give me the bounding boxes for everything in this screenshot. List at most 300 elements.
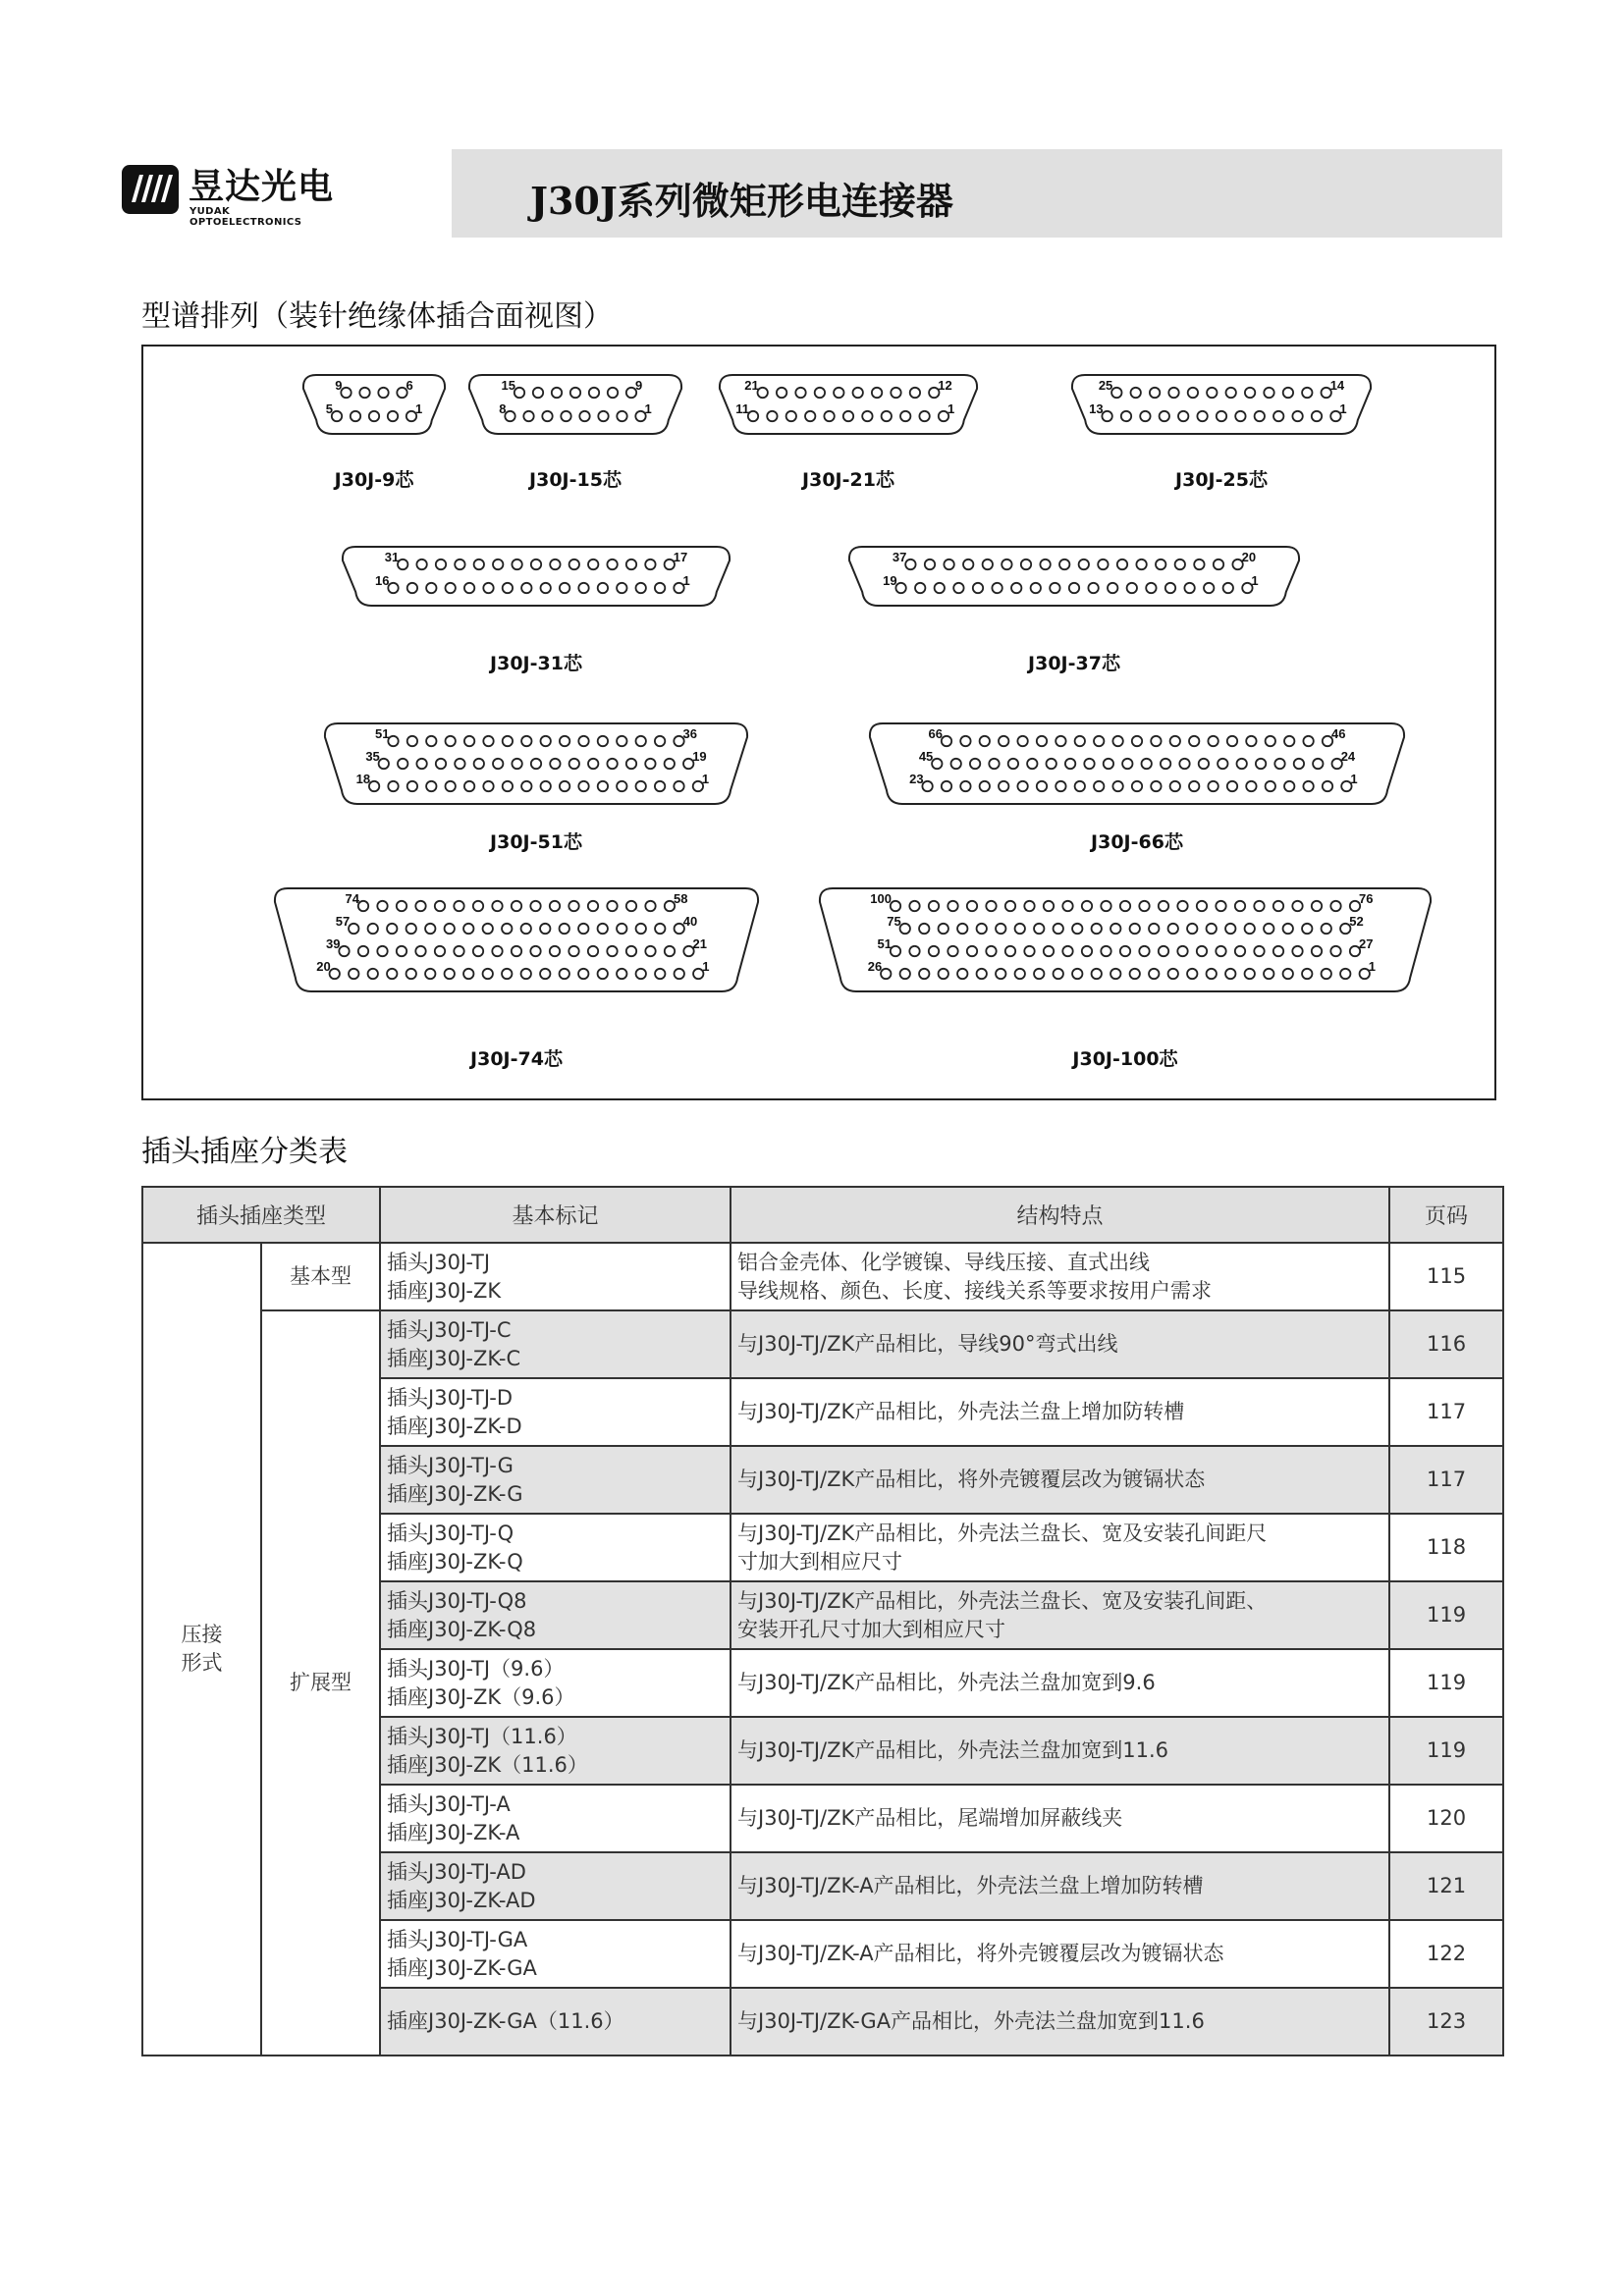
contact-pin <box>1294 759 1304 769</box>
contact-pin <box>598 583 608 593</box>
contact-pin <box>398 560 407 569</box>
contact-pin <box>502 969 512 979</box>
pin-number-right: 52 <box>1349 914 1364 929</box>
contact-pin <box>922 781 932 791</box>
contact-pin <box>617 736 626 746</box>
contact-pin <box>939 969 948 979</box>
contact-pin <box>1160 411 1169 421</box>
contact-pin <box>1225 924 1235 934</box>
pin-number-left: 9 <box>335 378 343 393</box>
form-type-cell <box>142 1243 261 2056</box>
contact-pin <box>550 946 560 956</box>
contact-pin <box>992 583 1001 593</box>
contact-pin <box>598 736 608 746</box>
mark-cell-line: 插座J30J-ZK-D <box>387 1414 522 1438</box>
pin-number-left: 26 <box>867 959 883 974</box>
contact-pin <box>1102 411 1111 421</box>
connector-shell-outline <box>849 547 1299 606</box>
contact-pin <box>1110 924 1120 934</box>
contact-pin <box>1130 969 1140 979</box>
mark-cell-line: 插头J30J-TJ-Q8 <box>387 1588 527 1613</box>
contact-pin <box>339 946 349 956</box>
contact-pin <box>1072 969 1082 979</box>
contact-pin <box>655 781 665 791</box>
contact-pin <box>1273 411 1283 421</box>
connector-label: J30J-31芯 <box>490 653 582 674</box>
contact-pin <box>617 583 626 593</box>
brand-name-cn: 昱达光电 <box>189 167 335 207</box>
feature-cell-line: 铝合金壳体、化学镀镍、导线压接、直式出线 <box>737 1250 1151 1274</box>
mark-cell-line: 插头J30J-TJ（11.6） <box>387 1724 577 1748</box>
contact-pin <box>521 924 531 934</box>
contact-pin <box>568 946 578 956</box>
contact-pin <box>636 969 646 979</box>
table-header-row <box>142 1187 1503 1243</box>
contact-pin <box>483 781 493 791</box>
feature-cell-line: 与J30J-TJ/ZK产品相比，外壳法兰盘长、宽及安装孔间距、 <box>737 1588 1268 1613</box>
feature-cell-line: 与J30J-TJ/ZK-GA产品相比，外壳法兰盘加宽到11.6 <box>737 2009 1205 2033</box>
contact-pin <box>1168 969 1178 979</box>
contact-pin <box>1072 924 1082 934</box>
contact-pin <box>675 969 684 979</box>
contact-pin <box>474 759 484 769</box>
contact-pin <box>767 411 777 421</box>
contact-pin <box>368 969 378 979</box>
pin-number-left: 100 <box>870 891 892 906</box>
mark-cell <box>380 1852 731 1920</box>
contact-pin <box>425 924 435 934</box>
contact-pin <box>1214 560 1223 569</box>
contact-pin <box>1245 969 1255 979</box>
pin-number-left: 11 <box>735 401 749 416</box>
contact-pin <box>560 781 569 791</box>
contact-pin <box>1146 583 1156 593</box>
contact-pin <box>588 560 598 569</box>
pin-number-left: 15 <box>501 378 515 393</box>
contact-pin <box>929 901 939 911</box>
contact-pin <box>598 924 608 934</box>
contact-pin <box>1292 946 1302 956</box>
contact-pin <box>388 736 398 746</box>
contact-pin <box>473 946 483 956</box>
feature-cell-line: 与J30J-TJ/ZK-A产品相比，将外壳镀覆层改为镀镉状态 <box>737 1942 1224 1965</box>
contact-pin <box>1156 560 1165 569</box>
contact-pin <box>1092 969 1102 979</box>
contact-pin <box>989 759 999 769</box>
contact-pin <box>1216 901 1225 911</box>
contact-pin <box>1225 969 1235 979</box>
page-number-cell: 119 <box>1389 1717 1503 1785</box>
contact-pin <box>636 924 646 934</box>
contact-pin <box>588 946 598 956</box>
page-number-cell: 116 <box>1389 1310 1503 1378</box>
pin-number-left: 66 <box>928 726 943 741</box>
contact-pin <box>645 901 655 911</box>
contact-pin <box>996 924 1005 934</box>
contact-pin <box>550 560 560 569</box>
contact-pin <box>608 388 618 398</box>
contact-pin <box>483 924 493 934</box>
feature-cell <box>731 1988 1389 2056</box>
contact-pin <box>1208 781 1218 791</box>
contact-pin <box>925 560 935 569</box>
contact-pin <box>541 781 551 791</box>
contact-pin <box>349 969 358 979</box>
contact-pin <box>1011 583 1021 593</box>
mark-cell-line: 插头J30J-TJ-Q <box>387 1521 514 1545</box>
contact-pin <box>900 969 910 979</box>
contact-pin <box>1050 583 1059 593</box>
contact-pin <box>377 946 387 956</box>
table-row <box>142 1310 1503 1378</box>
contact-pin <box>977 924 987 934</box>
contact-pin <box>636 736 646 746</box>
connector-label: J30J-100芯 <box>1072 1048 1178 1070</box>
contact-pin <box>445 924 455 934</box>
contact-pin <box>435 901 445 911</box>
contact-pin <box>578 736 588 746</box>
contact-pin <box>503 583 513 593</box>
contact-pin <box>446 583 456 593</box>
feature-cell-line: 与J30J-TJ/ZK产品相比，外壳法兰盘加宽到9.6 <box>737 1671 1156 1694</box>
contact-pin <box>415 901 425 911</box>
contact-pin <box>416 560 426 569</box>
contact-pin <box>645 946 655 956</box>
contact-pin <box>388 411 398 421</box>
contact-pin <box>777 388 786 398</box>
header-type: 插头插座类型 <box>142 1187 380 1243</box>
contact-pin <box>1292 901 1302 911</box>
contact-pin <box>1037 781 1047 791</box>
contact-pin <box>939 924 948 934</box>
contact-pin <box>435 946 445 956</box>
pin-number-right: 17 <box>673 550 688 564</box>
feature-cell <box>731 1717 1389 1785</box>
connector-label: J30J-37芯 <box>1028 653 1120 674</box>
header-feature: 结构特点 <box>731 1187 1389 1243</box>
pin-number-right: 1 <box>1368 959 1376 974</box>
contact-pin <box>1254 946 1264 956</box>
contact-pin <box>960 781 970 791</box>
contact-pin <box>665 946 675 956</box>
contact-pin <box>1132 781 1142 791</box>
contact-pin <box>368 924 378 934</box>
contact-pin <box>1273 946 1283 956</box>
contact-pin <box>483 736 493 746</box>
feature-cell <box>731 1514 1389 1581</box>
contact-pin <box>512 901 521 911</box>
feature-cell-line: 寸加大到相应尺寸 <box>737 1549 903 1574</box>
contact-pin <box>1194 560 1204 569</box>
pin-number-left: 8 <box>499 401 507 416</box>
contact-pin <box>1170 736 1180 746</box>
contact-pin <box>1283 969 1293 979</box>
contact-pin <box>454 946 463 956</box>
contact-pin <box>617 924 626 934</box>
contact-pin <box>1044 946 1054 956</box>
feature-cell-line: 导线规格、颜色、长度、接线关系等要求按用户需求 <box>737 1278 1213 1303</box>
contact-pin <box>617 969 626 979</box>
contact-pin <box>1088 583 1098 593</box>
contact-pin <box>1079 560 1089 569</box>
contact-pin <box>1056 736 1065 746</box>
contact-pin <box>881 969 891 979</box>
contact-pin <box>387 969 397 979</box>
contact-pin <box>446 781 456 791</box>
contact-pin <box>942 736 951 746</box>
pin-number-right: 1 <box>682 573 690 588</box>
contact-pin <box>607 901 617 911</box>
mark-cell-line: 插头J30J-TJ（9.6） <box>387 1656 565 1681</box>
contact-pin <box>560 736 569 746</box>
contact-pin <box>957 969 967 979</box>
contact-pin <box>626 560 636 569</box>
contact-pin <box>795 388 805 398</box>
table-body <box>142 1243 1503 2056</box>
contact-pin <box>454 901 463 911</box>
contact-pin <box>406 924 416 934</box>
contact-pin <box>1015 969 1025 979</box>
connector-10 <box>820 888 1431 1070</box>
connector-4 <box>1072 375 1371 491</box>
brand-logo <box>120 155 346 234</box>
contact-pin <box>1161 759 1170 769</box>
contact-pin <box>407 736 417 746</box>
contact-pin <box>358 946 368 956</box>
contact-pin <box>1245 924 1255 934</box>
contact-pin <box>944 560 953 569</box>
pin-number-left: 13 <box>1089 401 1104 416</box>
contact-pin <box>872 388 882 398</box>
feature-cell <box>731 1852 1389 1920</box>
contact-pin <box>379 759 389 769</box>
contact-pin <box>1197 946 1207 956</box>
contact-pin <box>1284 781 1294 791</box>
contact-pin <box>1255 411 1265 421</box>
pin-number-right: 76 <box>1359 891 1374 906</box>
contact-pin <box>1223 583 1233 593</box>
contact-pin <box>1246 736 1256 746</box>
contact-pin <box>533 388 543 398</box>
contact-pin <box>1159 901 1168 911</box>
mark-cell <box>380 1649 731 1717</box>
contact-pin <box>349 924 358 934</box>
pin-number-left: 37 <box>892 550 907 564</box>
contact-pin <box>980 781 990 791</box>
contact-pin <box>589 388 599 398</box>
contact-pin <box>570 388 580 398</box>
mark-cell-line: 插头J30J-TJ <box>387 1250 491 1274</box>
contact-pin <box>1054 969 1063 979</box>
mark-cell <box>380 1514 731 1581</box>
contact-pin <box>464 736 474 746</box>
contact-pin <box>1131 388 1141 398</box>
contact-pin <box>607 560 617 569</box>
contact-pin <box>369 781 379 791</box>
contact-pin <box>531 560 541 569</box>
contact-pin <box>1188 388 1198 398</box>
pin-number-right: 40 <box>682 914 698 929</box>
contact-pin <box>909 946 919 956</box>
contact-pin <box>1207 388 1217 398</box>
contact-pin <box>1266 736 1275 746</box>
contact-pin <box>862 411 872 421</box>
pin-number-right: 19 <box>692 749 707 764</box>
contact-pin <box>598 411 608 421</box>
contact-pin <box>1303 781 1313 791</box>
contact-pin <box>455 759 464 769</box>
page-number-cell: 121 <box>1389 1852 1503 1920</box>
contact-pin <box>1122 759 1132 769</box>
pin-number-right: 1 <box>947 401 955 416</box>
contact-pin <box>786 411 796 421</box>
contact-pin <box>1017 736 1027 746</box>
contact-pin <box>986 901 996 911</box>
contact-pin <box>1034 969 1044 979</box>
contact-pin <box>523 411 533 421</box>
contact-pin <box>1127 583 1137 593</box>
contact-pin <box>1094 781 1104 791</box>
contact-pin <box>910 388 920 398</box>
contact-pin <box>1235 946 1245 956</box>
contact-pin <box>503 736 513 746</box>
contact-pin <box>891 901 900 911</box>
contact-pin <box>463 969 473 979</box>
page-title: J30J系列微矩形电连接器 <box>530 179 953 223</box>
contact-pin <box>1139 946 1149 956</box>
contact-pin <box>645 560 655 569</box>
contact-pin <box>425 969 435 979</box>
contact-pin <box>358 901 368 911</box>
page-number-cell: 120 <box>1389 1785 1503 1852</box>
section-heading-series: 型谱排列（装针绝缘体插合面视图） <box>141 299 613 334</box>
feature-cell-line: 与J30J-TJ/ZK产品相比，将外壳镀覆层改为镀镉状态 <box>737 1468 1206 1491</box>
contact-pin <box>561 411 570 421</box>
contact-pin <box>388 781 398 791</box>
contact-pin <box>464 583 474 593</box>
connector-diagram-svg <box>143 347 1498 1102</box>
contact-pin <box>388 583 398 593</box>
contact-pin <box>1062 946 1072 956</box>
feature-cell <box>731 1581 1389 1649</box>
pin-number-left: 74 <box>345 891 359 906</box>
contact-pin <box>900 411 910 421</box>
contact-pin <box>607 759 617 769</box>
mark-cell <box>380 1446 731 1514</box>
pin-number-left: 5 <box>325 401 333 416</box>
pin-number-right: 1 <box>701 772 710 786</box>
pin-number-right: 1 <box>415 401 423 416</box>
contact-pin <box>588 901 598 911</box>
contact-pin <box>636 781 646 791</box>
mark-cell-line: 插座J30J-ZK-AD <box>387 1888 536 1912</box>
contact-pin <box>1024 901 1034 911</box>
contact-pin <box>1005 901 1015 911</box>
contact-pin <box>947 946 957 956</box>
feature-cell <box>731 1446 1389 1514</box>
contact-pin <box>1112 781 1122 791</box>
contact-pin <box>636 583 646 593</box>
feature-cell-line: 与J30J-TJ/ZK产品相比，外壳法兰盘上增加防转槽 <box>737 1400 1185 1423</box>
contact-pin <box>1082 946 1092 956</box>
page-number-cell: 117 <box>1389 1378 1503 1446</box>
contact-pin <box>1313 759 1323 769</box>
contact-pin <box>550 901 560 911</box>
contact-pin <box>1235 411 1245 421</box>
pin-number-right: 27 <box>1359 936 1374 951</box>
page-number-cell: 122 <box>1389 1920 1503 1988</box>
contact-pin <box>973 583 983 593</box>
contact-pin <box>521 736 531 746</box>
contact-pin <box>1207 969 1217 979</box>
contact-pin <box>1264 388 1273 398</box>
contact-pin <box>1254 901 1264 911</box>
contact-pin <box>805 411 815 421</box>
pin-number-left: 25 <box>1098 378 1113 393</box>
classification-table <box>141 1186 1504 2056</box>
contact-pin <box>540 924 550 934</box>
contact-pin <box>512 759 521 769</box>
contact-pin <box>550 759 560 769</box>
contact-pin <box>1084 759 1094 769</box>
feature-cell-line: 与J30J-TJ/ZK产品相比，尾端增加屏蔽线夹 <box>737 1806 1123 1830</box>
form-type-label: 压接形式 <box>181 1623 223 1675</box>
brand-mark-icon <box>120 159 181 220</box>
contact-pin <box>1101 946 1110 956</box>
pin-number-left: 19 <box>883 573 897 588</box>
contact-pin <box>1121 411 1131 421</box>
page-number-cell: 118 <box>1389 1514 1503 1581</box>
mark-cell <box>380 1310 731 1378</box>
contact-pin <box>748 411 758 421</box>
feature-cell <box>731 1649 1389 1717</box>
contact-pin <box>455 560 464 569</box>
contact-pin <box>1340 969 1350 979</box>
mark-cell-line: 插头J30J-TJ-AD <box>387 1859 526 1884</box>
contact-pin <box>578 924 588 934</box>
contact-pin <box>932 759 942 769</box>
contact-pin <box>542 411 552 421</box>
connector-label: J30J-66芯 <box>1091 831 1183 853</box>
contact-pin <box>1168 924 1178 934</box>
feature-cell <box>731 1785 1389 1852</box>
contact-pin <box>1139 901 1149 911</box>
page-number-cell: 119 <box>1389 1649 1503 1717</box>
contact-pin <box>1207 924 1217 934</box>
contact-pin <box>1165 583 1175 593</box>
contact-pin <box>1111 388 1121 398</box>
contact-pin <box>1264 924 1273 934</box>
contact-pin <box>398 759 407 769</box>
contact-pin <box>977 969 987 979</box>
contact-pin <box>1040 560 1050 569</box>
contact-pin <box>983 560 993 569</box>
contact-pin <box>514 388 524 398</box>
contact-pin <box>1227 736 1237 746</box>
pin-number-right: 20 <box>1241 550 1257 564</box>
contact-pin <box>387 924 397 934</box>
contact-pin <box>1159 946 1168 956</box>
pin-number-left: 39 <box>326 936 341 951</box>
contact-pin <box>1056 781 1065 791</box>
contact-pin <box>1175 560 1185 569</box>
contact-pin <box>1149 969 1159 979</box>
contact-pin <box>626 946 636 956</box>
connector-label: J30J-51芯 <box>490 831 582 853</box>
contact-pin <box>569 560 579 569</box>
contact-pin <box>492 946 502 956</box>
contact-pin <box>1117 560 1127 569</box>
